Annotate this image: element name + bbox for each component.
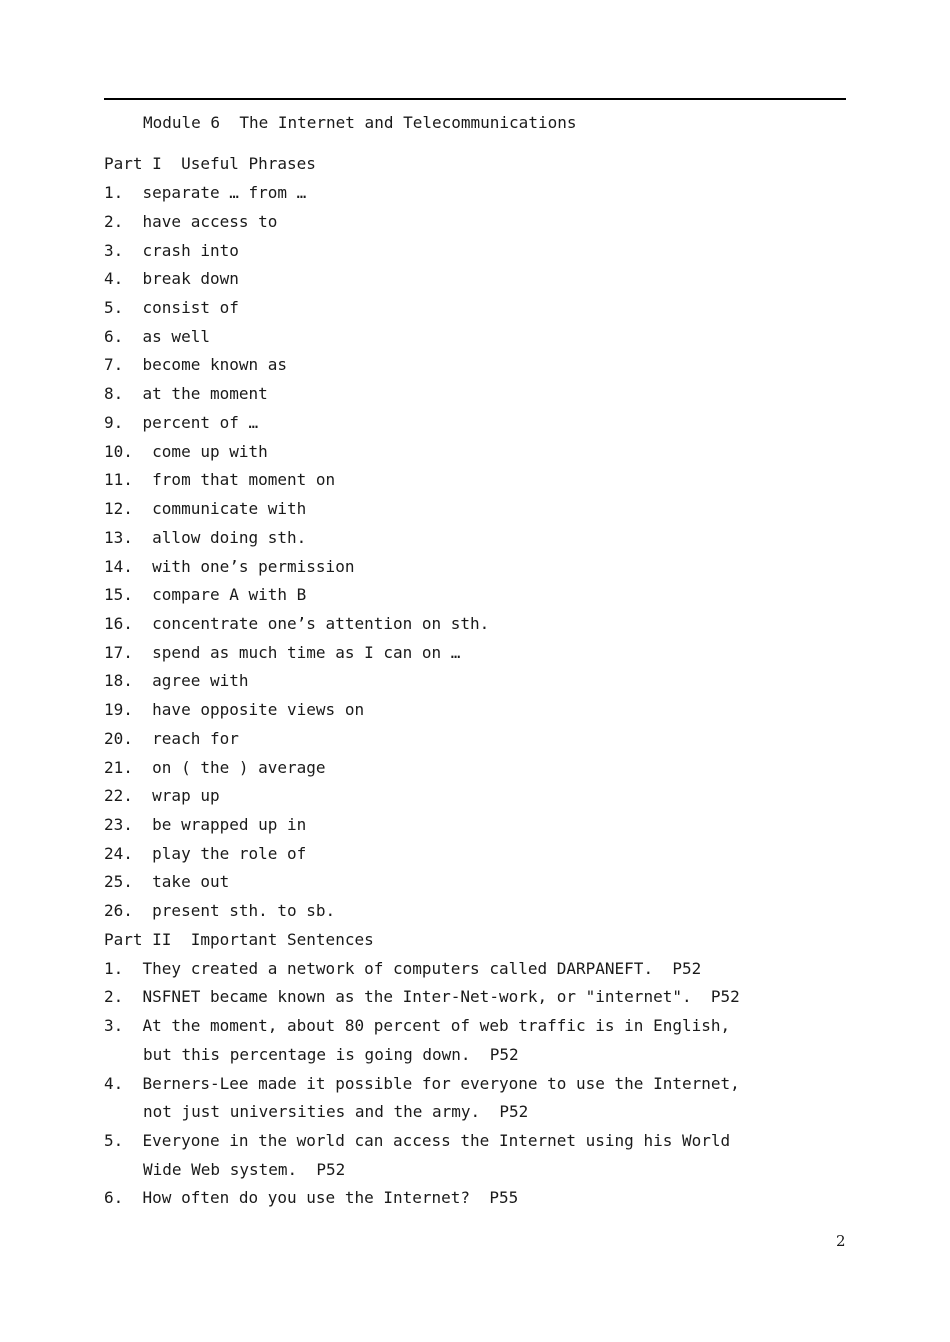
list-item: 6. as well <box>104 327 210 346</box>
list-item: 12. communicate with <box>104 499 307 518</box>
list-item: 4. break down <box>104 269 239 288</box>
list-item: 15. compare A with B <box>104 585 307 604</box>
list-item: 18. agree with <box>104 671 249 690</box>
sentence-line: 2. NSFNET became known as the Inter-Net-work, or "internet". P52 <box>104 987 740 1006</box>
sentence-line: 6. How often do you use the Internet? P55 <box>104 1188 519 1207</box>
part1-heading: Part I Useful Phrases <box>104 154 316 173</box>
list-item: 9. percent of … <box>104 413 259 432</box>
list-item: 16. concentrate one’s attention on sth. <box>104 614 490 633</box>
list-item: 2. have access to <box>104 212 278 231</box>
sentence-line: but this percentage is going down. P52 <box>143 1045 519 1064</box>
list-item: 21. on ( the ) average <box>104 758 326 777</box>
list-item: 17. spend as much time as I can on … <box>104 643 461 662</box>
list-item: 1. separate … from … <box>104 183 307 202</box>
page-number: 2 <box>836 1232 846 1250</box>
list-item: 26. present sth. to sb. <box>104 901 336 920</box>
list-item: 13. allow doing sth. <box>104 528 307 547</box>
sentence-line: 1. They created a network of computers called DARPANEFT. P52 <box>104 959 702 978</box>
list-item: 5. consist of <box>104 298 239 317</box>
sentence-line: Wide Web system. P52 <box>143 1160 346 1179</box>
list-item: 7. become known as <box>104 355 288 374</box>
list-item: 23. be wrapped up in <box>104 815 307 834</box>
list-item: 24. play the role of <box>104 844 307 863</box>
list-item: 20. reach for <box>104 729 239 748</box>
list-item: 8. at the moment <box>104 384 268 403</box>
list-item: 11. from that moment on <box>104 470 336 489</box>
list-item: 25. take out <box>104 872 230 891</box>
header-rule <box>104 98 846 100</box>
sentence-line: 4. Berners-Lee made it possible for everyone to use the Internet, <box>104 1074 740 1093</box>
part2-heading: Part II Important Sentences <box>104 930 374 949</box>
list-item: 19. have opposite views on <box>104 700 365 719</box>
list-item: 14. with one’s permission <box>104 557 355 576</box>
list-item: 22. wrap up <box>104 786 220 805</box>
list-item: 3. crash into <box>104 241 239 260</box>
list-item: 10. come up with <box>104 442 268 461</box>
page-title: Module 6 The Internet and Telecommunications <box>143 113 577 132</box>
sentence-line: 5. Everyone in the world can access the Internet using his World <box>104 1131 731 1150</box>
sentence-line: not just universities and the army. P52 <box>143 1102 529 1121</box>
sentence-line: 3. At the moment, about 80 percent of web traffic is in English, <box>104 1016 731 1035</box>
